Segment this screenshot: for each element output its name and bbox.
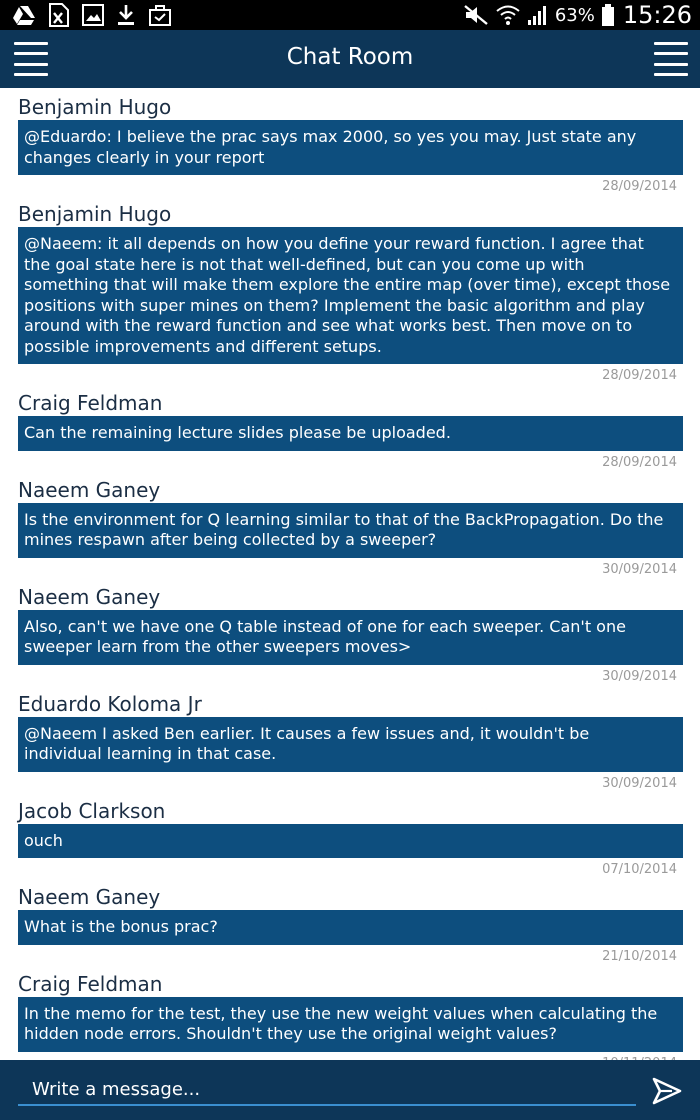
menu-icon-bar <box>654 42 688 45</box>
message-bubble[interactable]: Also, can't we have one Q table instead of one for each sweeper. Can't one sweeper learn from the other sweepers moves> <box>18 610 683 665</box>
app-bar <box>0 30 700 88</box>
message-bubble[interactable]: Is the environment for Q learning similar to that of the BackPropagation. Do the mines respawn after being collected by a sweeper? <box>18 503 683 558</box>
signal-icon <box>527 4 549 26</box>
download-icon <box>116 4 136 26</box>
message-timestamp: 28/09/2014 <box>602 368 677 383</box>
message-timestamp: 30/09/2014 <box>602 561 677 577</box>
message-timestamp: 28/09/2014 <box>602 454 677 470</box>
message-timestamp: 21/10/2014 <box>602 948 677 964</box>
message-input[interactable] <box>18 1074 636 1106</box>
page-title: Chat Room <box>286 44 414 70</box>
menu-icon-bar <box>654 73 688 76</box>
clock: 15:26 <box>622 1 692 29</box>
drive-icon <box>12 4 36 26</box>
message-sender: Jacob Clarkson <box>18 798 166 823</box>
excel-icon <box>48 3 70 27</box>
message-sender: Naeem Ganey <box>18 477 161 502</box>
message-item <box>18 578 683 685</box>
message-bubble[interactable]: @Naeem: it all depends on how you define your reward function. I agree that the goal state here is not that well-defined, but can you come up with something that will make them explore the entire map (over time), except those positions with super mines on them? Implement the basic algorithm and play around with the reward function and see what works best. Then move on to possible improvements and different setups. <box>18 227 683 364</box>
message-bubble[interactable]: What is the bonus prac? <box>18 910 683 945</box>
message-sender: Eduardo Koloma Jr <box>18 691 202 716</box>
message-sender: Benjamin Hugo <box>18 202 172 226</box>
notification-icons <box>12 3 172 27</box>
message-timestamp: 07/10/2014 <box>602 862 677 877</box>
message-item <box>18 384 683 471</box>
battery-icon <box>601 3 615 27</box>
message-composer <box>0 1060 700 1120</box>
message-item <box>18 792 683 879</box>
image-icon <box>82 4 104 26</box>
message-bubble[interactable]: In the memo for the test, they use the new weight values when calculating the hidden node errors. Shouldn't they use the original weight values? <box>18 997 683 1052</box>
wifi-icon <box>495 3 521 27</box>
right-menu-button[interactable] <box>654 42 688 76</box>
status-bar <box>0 0 700 30</box>
send-icon[interactable] <box>652 1076 682 1106</box>
message-sender: Naeem Ganey <box>18 584 161 609</box>
menu-icon-bar <box>14 73 48 76</box>
message-item <box>18 88 683 195</box>
message-item <box>18 685 683 792</box>
message-list[interactable] <box>0 88 700 1060</box>
message-sender: Naeem Ganey <box>18 885 161 909</box>
message-item <box>18 471 683 578</box>
message-sender: Craig Feldman <box>18 971 163 996</box>
message-bubble[interactable]: @Eduardo: I believe the prac says max 2000, so yes you may. Just state any changes clearly in your report <box>18 120 683 175</box>
message-item <box>18 195 683 384</box>
message-timestamp: 30/09/2014 <box>602 775 677 791</box>
message-sender: Craig Feldman <box>18 391 163 415</box>
mute-icon <box>463 4 489 26</box>
message-timestamp: 28/09/2014 <box>602 179 677 194</box>
system-icons <box>463 0 692 30</box>
menu-icon-bar <box>654 63 688 66</box>
message-sender: Benjamin Hugo <box>18 95 172 119</box>
message-bubble[interactable]: ouch <box>18 824 683 859</box>
message-timestamp: 30/09/2014 <box>602 668 677 684</box>
message-bubble[interactable]: @Naeem I asked Ben earlier. It causes a few issues and, it wouldn't be individual learning in that case. <box>18 717 683 772</box>
menu-icon-bar <box>654 52 688 55</box>
message-item <box>18 878 683 965</box>
message-bubble[interactable]: Can the remaining lecture slides please be uploaded. <box>18 416 683 451</box>
message-item <box>18 965 683 1072</box>
battery-percentage: 63% <box>554 4 595 26</box>
briefcase-icon <box>148 4 172 26</box>
